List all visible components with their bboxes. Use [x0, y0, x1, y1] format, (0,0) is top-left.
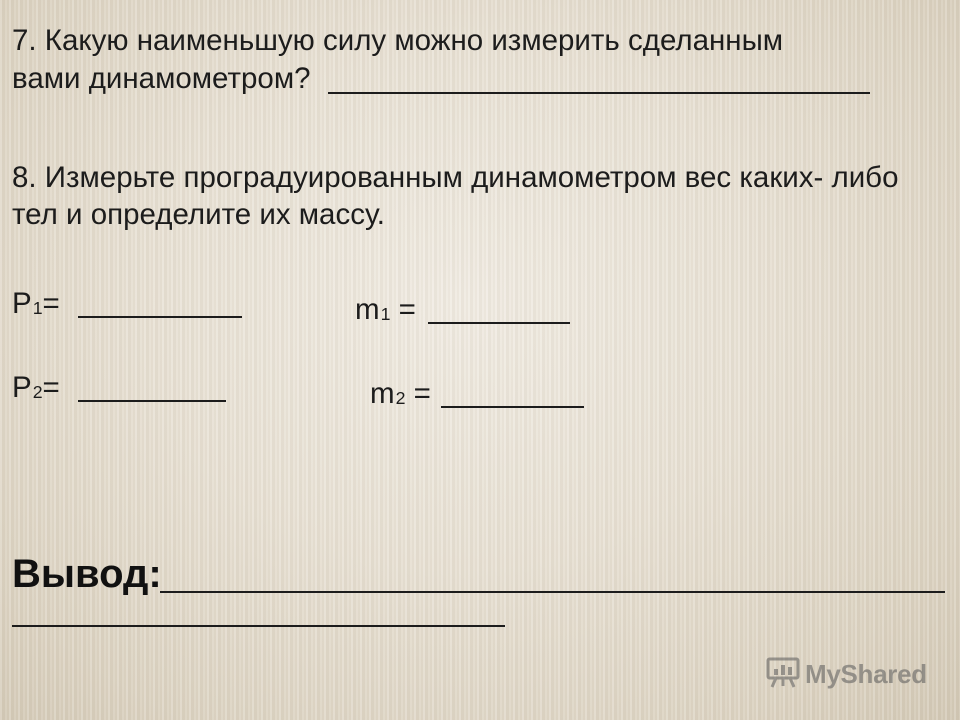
weight-1-label [12, 286, 60, 321]
mysharded-watermark [766, 656, 927, 692]
weight-2-var: P [12, 371, 32, 404]
question-7-line-2: вами динамометром? [12, 62, 311, 95]
weight-2-equals: = [42, 371, 60, 404]
weight-2-label [12, 370, 60, 405]
conclusion-answer-blank-2 [12, 625, 505, 627]
weight-1-answer-blank [78, 316, 242, 318]
question-8-line-2: тел и определите их массу. [12, 198, 385, 231]
mass-2-label [370, 376, 431, 411]
weight-2-answer-blank [78, 400, 226, 402]
mass-2-subscript: 2 [395, 388, 406, 409]
conclusion-answer-blank-1 [160, 591, 945, 593]
mass-1-answer-blank [428, 322, 570, 324]
weight-2-subscript: 2 [32, 382, 43, 403]
mass-1-subscript: 1 [380, 304, 391, 325]
mass-1-var: m [355, 293, 380, 326]
presentation-board-icon [766, 656, 805, 693]
mass-2-answer-blank [441, 406, 584, 408]
watermark-text: MyShared [805, 658, 927, 689]
mass-2-equals: = [405, 377, 431, 410]
conclusion-label: Вывод: [12, 552, 162, 596]
question-7-answer-blank [328, 92, 870, 94]
question-7-line-1: 7. Какую наименьшую силу можно измерить сделанным [12, 24, 784, 57]
weight-1-equals: = [42, 287, 60, 320]
mass-1-label [355, 292, 416, 327]
weight-1-var: P [12, 287, 32, 320]
mass-1-equals: = [390, 293, 416, 326]
mass-2-var: m [370, 377, 395, 410]
question-8-line-1: 8. Измерьте проградуированным динамометром вес каких- либо [12, 161, 899, 194]
weight-1-subscript: 1 [32, 298, 43, 319]
